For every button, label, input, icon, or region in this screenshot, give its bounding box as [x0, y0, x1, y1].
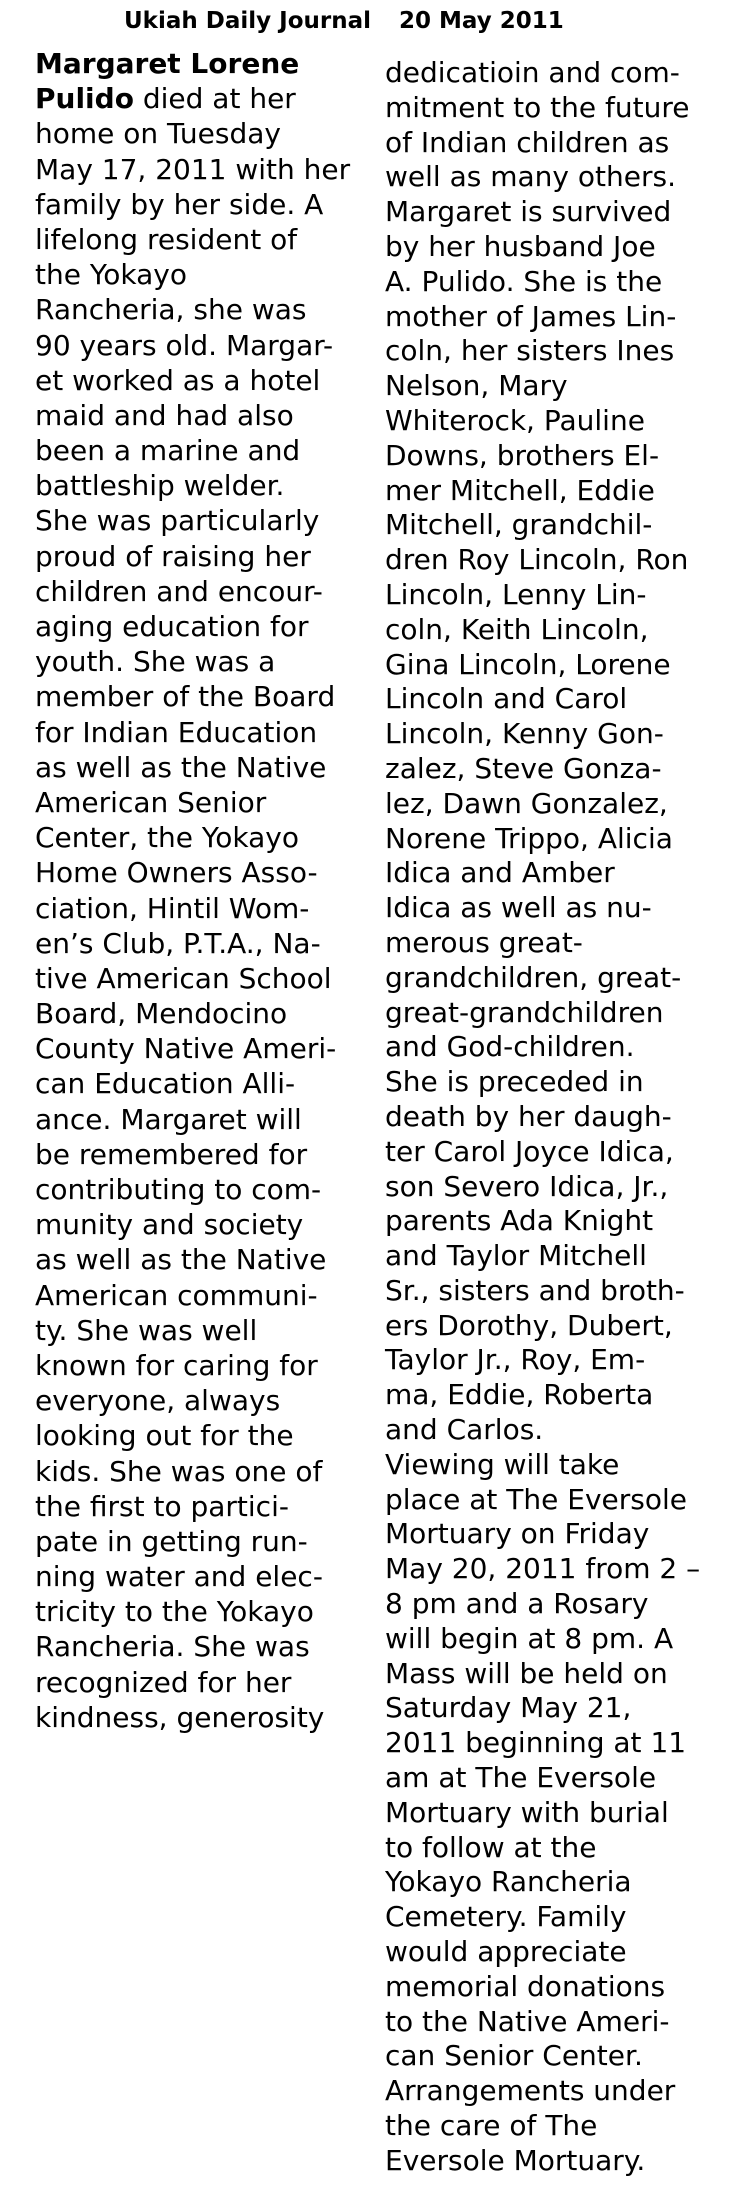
text-line: ciation, Hintil Wom- [35, 891, 310, 925]
text-line: Mortuary with burial [385, 1795, 669, 1829]
text-line: the Yokayo [35, 258, 187, 292]
text-line: ers Dorothy, Dubert, [385, 1308, 673, 1342]
text-line: parents Ada Knight [385, 1204, 654, 1238]
text-line: Downs, brothers El- [385, 438, 660, 472]
text-line: death by her daugh- [385, 1099, 672, 1133]
text-line: for Indian Education [35, 715, 318, 749]
text-line: Saturday May 21, [385, 1691, 632, 1725]
text-line: 2011 beginning at 11 [385, 1726, 687, 1760]
text-line: proud of raising her [35, 539, 311, 573]
text-line: dren Roy Lincoln, Ron [385, 543, 689, 577]
text-line: ty. She was well [35, 1313, 258, 1347]
text-line: recognized for her [35, 1665, 292, 1699]
obituary-name-line: Margaret Lorene [35, 47, 300, 80]
text-line: tricity to the Yokayo [35, 1595, 314, 1629]
text-line: zalez, Steve Gonza- [385, 751, 662, 785]
text-line: Mitchell, grandchil- [385, 508, 653, 542]
text-line: Eversole Mortuary. [385, 2143, 646, 2177]
text-line: 90 years old. Margar- [35, 328, 334, 362]
text-line: would appreciate [385, 1935, 627, 1969]
text-line: will begin at 8 pm. A [385, 1621, 674, 1655]
text-line: Rancheria, she was [35, 293, 307, 327]
text-line: Norene Trippo, Alicia [385, 821, 673, 855]
text-line: American communi- [35, 1278, 318, 1312]
text-line: can Senior Center. [385, 2039, 643, 2073]
text-line: home on Tuesday [35, 117, 281, 151]
text-line: children and encour- [35, 574, 323, 608]
text-line: Whiterock, Pauline [385, 403, 645, 437]
text-line: am at The Eversole [385, 1761, 657, 1795]
text-line: merous great- [385, 925, 583, 959]
text-line: to the Native Ameri- [385, 2004, 670, 2038]
text-line: and Carlos. [385, 1413, 544, 1447]
text-line: Idica as well as nu- [385, 891, 652, 925]
obituary-first-line [35, 81, 350, 116]
text-line: Gina Lincoln, Lorene [385, 647, 671, 681]
text-line: Center, the Yokayo [35, 821, 299, 855]
text-line: dedicatioin and com- [385, 56, 680, 89]
text-line: to follow at the [385, 1830, 597, 1864]
text-line: Lincoln, Kenny Gon- [385, 717, 664, 751]
text-line: by her husband Joe [385, 229, 656, 263]
text-line: Cemetery. Family [385, 1900, 627, 1934]
obituary-right-column [385, 55, 700, 2178]
text-line: and God-children. [385, 1030, 635, 1064]
text-line: mitment to the future [385, 90, 690, 124]
text-line: son Severo Idica, Jr., [385, 1169, 669, 1203]
text-line: Idica and Amber [385, 856, 615, 890]
text-line: member of the Board [35, 680, 336, 714]
text-line: Arrangements under [385, 2074, 676, 2108]
text-line: maid and had also [35, 398, 294, 432]
page-header [124, 4, 564, 38]
text-line: coln, Keith Lincoln, [385, 612, 649, 646]
text-line: tive American School [35, 961, 332, 995]
obituary-left-column [35, 46, 350, 1735]
text-line: battleship welder. [35, 469, 285, 503]
text-line: May 20, 2011 from 2 – [385, 1552, 701, 1586]
text-line: the first to partici- [35, 1489, 289, 1523]
text-line: lez, Dawn Gonzalez, [385, 786, 668, 820]
text-line: Mass will be held on [385, 1656, 668, 1690]
text-line: May 17, 2011 with her [35, 152, 351, 186]
text-line: well as many others. [385, 160, 676, 194]
publication-name: Ukiah Daily Journal [124, 8, 371, 34]
text-line: Margaret is survived [385, 195, 672, 229]
text-line: Taylor Jr., Roy, Em- [385, 1343, 646, 1377]
text-line: She was particularly [35, 504, 320, 538]
text-line: of Indian children as [385, 125, 670, 159]
text-line: Yokayo Rancheria [385, 1865, 632, 1899]
text-line: Sr., sisters and broth- [385, 1273, 685, 1307]
text-line: place at The Eversole [385, 1482, 687, 1516]
text-line: as well as the Native [35, 1243, 327, 1277]
text-line: the care of The [385, 2109, 598, 2143]
text-line: mother of James Lin- [385, 299, 677, 333]
text-line: munity and society [35, 1208, 304, 1242]
text-line: American Senior [35, 785, 267, 819]
text-line: family by her side. A [35, 187, 324, 221]
text-line: Viewing will take [385, 1447, 620, 1481]
publication-date: 20 May 2011 [399, 8, 564, 34]
text-line: pate in getting run- [35, 1524, 308, 1558]
text-line: looking out for the [35, 1419, 294, 1453]
text-line: ance. Margaret will [35, 1102, 302, 1136]
text-line: everyone, always [35, 1384, 281, 1418]
text-line: Nelson, Mary [385, 369, 568, 403]
text-line: kindness, generosity [35, 1700, 325, 1734]
text-line: Rancheria. She was [35, 1630, 310, 1664]
text-line: A. Pulido. She is the [385, 264, 663, 298]
text-line: ter Carol Joyce Idica, [385, 1134, 674, 1168]
obituary-surname: Pulido [35, 82, 134, 116]
text-line: lifelong resident of [35, 222, 298, 256]
text-line: en’s Club, P.T.A., Na- [35, 926, 321, 960]
text-line: She is preceded in [385, 1065, 644, 1099]
text-line: contributing to com- [35, 1173, 322, 1206]
text-line: as well as the Native [35, 750, 327, 784]
text-line: ning water and elec- [35, 1560, 323, 1594]
text-line: and Taylor Mitchell [385, 1239, 647, 1273]
text-line: died at her [133, 82, 296, 116]
text-line: et worked as a hotel [35, 363, 321, 397]
text-line: known for caring for [35, 1348, 318, 1382]
text-line: grandchildren, great- [385, 960, 682, 994]
text-line: Board, Mendocino [35, 997, 288, 1031]
text-line: can Education Alli- [35, 1067, 296, 1101]
text-line: Lincoln, Lenny Lin- [385, 577, 647, 611]
text-line: Home Owners Asso- [35, 856, 318, 890]
text-line: aging education for [35, 610, 309, 643]
text-line: coln, her sisters Ines [385, 334, 675, 368]
text-line: be remembered for [35, 1137, 308, 1171]
text-line: Lincoln and Carol [385, 682, 628, 716]
text-line: Mortuary on Friday [385, 1517, 650, 1551]
text-line: mer Mitchell, Eddie [385, 473, 655, 507]
text-line: memorial donations [385, 1969, 666, 2003]
text-line: been a marine and [35, 434, 301, 468]
text-line: kids. She was one of [35, 1454, 323, 1488]
text-line: County Native Ameri- [35, 1032, 337, 1066]
text-line: 8 pm and a Rosary [385, 1587, 649, 1621]
text-line: great-grandchildren [385, 995, 664, 1029]
text-line: youth. She was a [35, 645, 276, 679]
text-line: ma, Eddie, Roberta [385, 1378, 654, 1412]
